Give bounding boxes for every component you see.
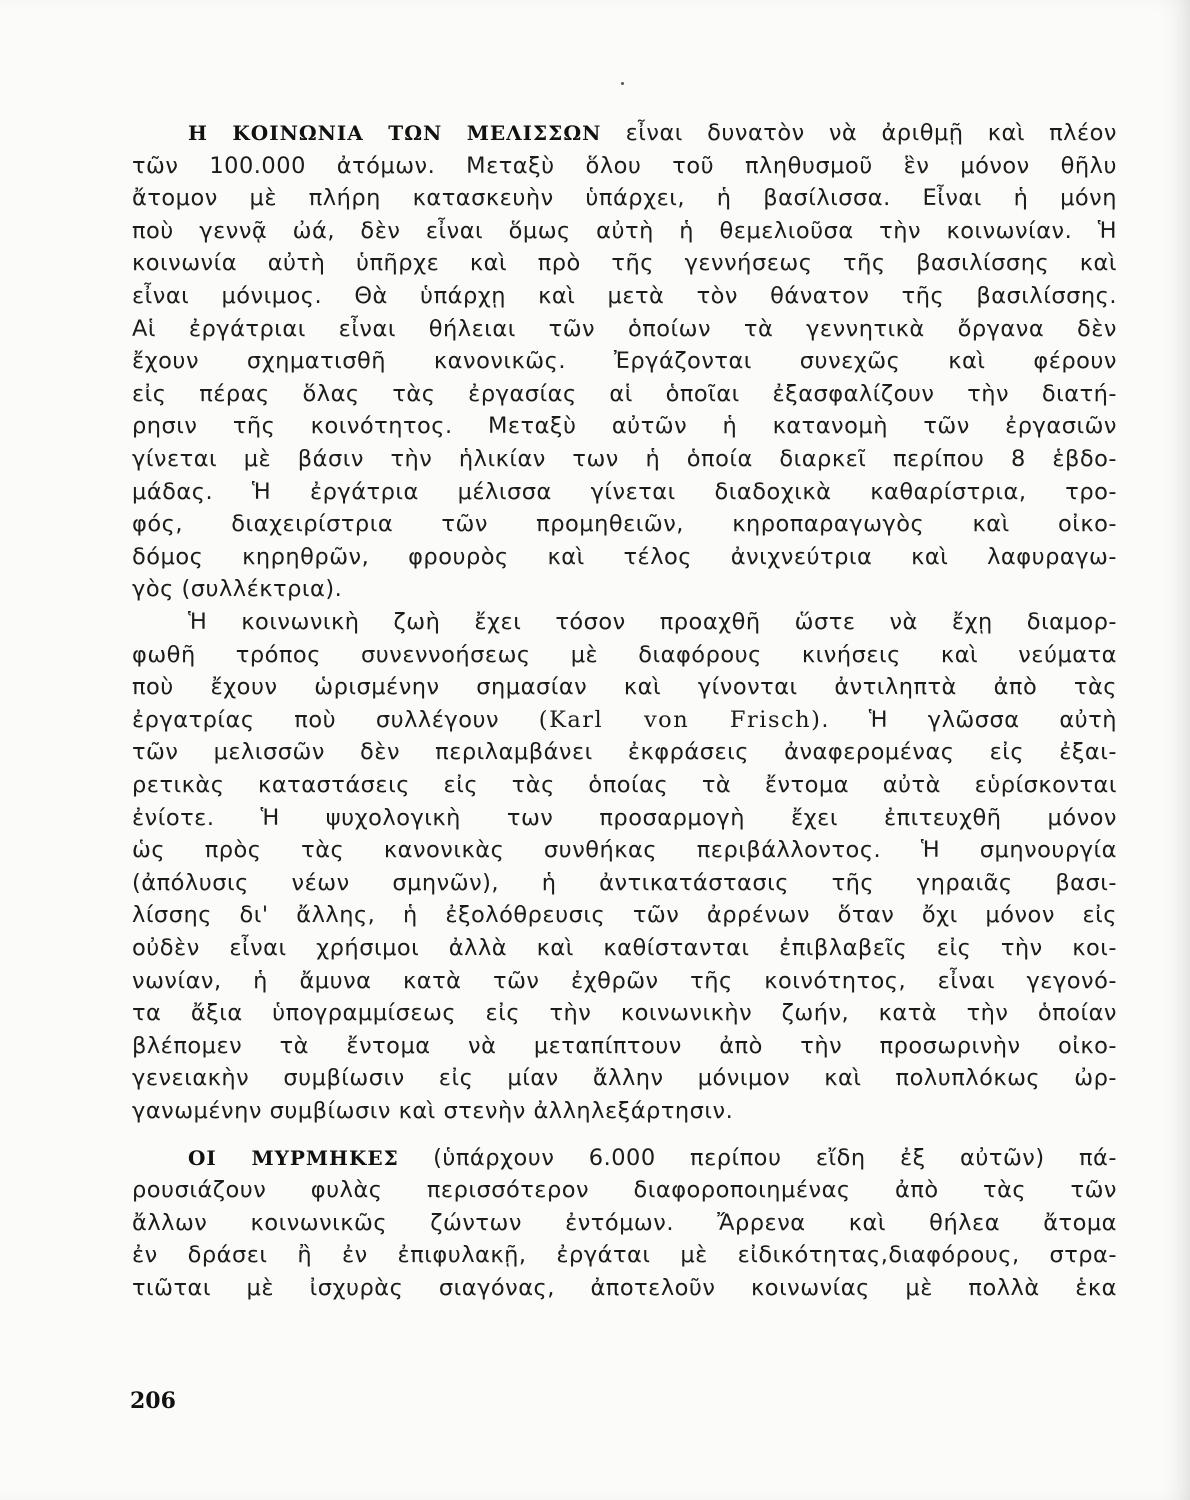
line-text: γανωμένην συμβίωσιν καὶ στενὴν ἀλληλεξάρτησιν.: [132, 1098, 734, 1124]
line-text: τιῶται μὲ ἰσχυρὰς σιαγόνας, ἀποτελοῦν κοινωνίας μὲ πολλὰ ἑκα: [132, 1275, 1117, 1301]
section-heading: Η ΚΟΙΝΩΝΙΑ ΤΩΝ ΜΕΛΙΣΣΩΝ: [188, 121, 602, 145]
text-line: [132, 183, 1117, 213]
line-text: ρετικὰς καταστάσεις εἰς τὰς ὁποίας τὰ ἔντομα αὐτὰ εὑρίσκονται: [132, 772, 1117, 798]
line-text: εἶναι μόνιμος. Θὰ ὑπάρχῃ καὶ μετὰ τὸν θάνατον τῆς βασιλίσσης.: [132, 283, 1117, 309]
line-text: φωθῆ τρόπος συνεννοήσεως μὲ διαφόρους κινήσεις καὶ νεύματα: [132, 641, 1117, 668]
text-line: [132, 933, 1117, 963]
line-text: οὐδὲν εἶναι χρήσιμοι ἀλλὰ καὶ καθίστανται ἐπιβλαβεῖς εἰς τὴν κοι-: [132, 935, 1117, 961]
text-line: [188, 607, 1117, 637]
line-text: δόμος κηρηθρῶν, φρουρὸς καὶ τέλος ἀνιχνεύτρια καὶ λαφυραγω-: [132, 543, 1117, 570]
line-text: τῶν 100.000 ἀτόμων. Μεταξὺ ὅλου τοῦ πληθυσμοῦ ἓν μόνον θῆλυ: [132, 152, 1117, 179]
line-text: φός, διαχειρίστρια τῶν προμηθειῶν, κηροπαραγωγὸς καὶ οἰκο-: [132, 511, 1117, 538]
text-line: [132, 411, 1117, 441]
text-line: [132, 900, 1117, 930]
text-line: [132, 574, 1117, 604]
line-text: μάδας. Ἡ ἐργάτρια μέλισσα γίνεται διαδοχικὰ καθαρίστρια, τρο-: [132, 478, 1117, 505]
text-line: [132, 314, 1117, 344]
line-text: ἔχουν σχηματισθῆ κανονικῶς. Ἐργάζονται συνεχῶς καὶ φέρουν: [132, 348, 1117, 375]
text-line: [132, 477, 1117, 507]
line-text: Ἡ κοινωνικὴ ζωὴ ἔχει τόσον προαχθῆ ὥστε νὰ ἔχῃ διαμορ-: [188, 609, 1117, 635]
text-line: [132, 1240, 1117, 1270]
text-line: [132, 803, 1117, 833]
text-line: [132, 1096, 1117, 1126]
text-line: [188, 1143, 1117, 1173]
line-text: Αἱ ἐργάτριαι εἶναι θήλειαι τῶν ὁποίων τὰ γεννητικὰ ὄργανα δὲν: [132, 315, 1117, 342]
text-line: [132, 346, 1117, 376]
line-text: εἶναι δυνατὸν νὰ ἀριθμῇ καὶ πλέον: [601, 120, 1117, 146]
text-line: [132, 1063, 1117, 1093]
line-text: νωνίαν, ἡ ἄμυνα κατὰ τῶν ἐχθρῶν τῆς κοινότητος, εἶναι γεγονό-: [132, 967, 1117, 994]
line-text: ἄτομον μὲ πλήρη κατασκευὴν ὑπάρχει, ἡ βασίλισσα. Εἶναι ἡ μόνη: [132, 185, 1117, 212]
line-text: ποὺ γεννᾷ ὠά, δὲν εἶναι ὅμως αὐτὴ ἡ θεμελιοῦσα τὴν κοινωνίαν. Ἡ: [132, 217, 1117, 244]
text-line: [132, 151, 1117, 181]
text-line: [132, 640, 1117, 670]
text-line: [132, 379, 1117, 409]
text-line: [132, 1175, 1117, 1205]
line-text: τα ἄξια ὑπογραμμίσεως εἰς τὴν κοινωνικὴν ζωήν, κατὰ τὴν ὁποίαν: [132, 1000, 1117, 1027]
line-text: (ὑπάρχουν 6.000 περίπου εἴδη ἐξ αὐτῶν) πά-: [398, 1144, 1118, 1171]
line-text: κοινωνία αὐτὴ ὑπῆρχε καὶ πρὸ τῆς γεννήσεως τῆς βασιλίσσης καὶ: [132, 250, 1117, 277]
text-line: [132, 705, 1117, 735]
line-text: ὡς πρὸς τὰς κανονικὰς συνθήκας περιβάλλοντος. Ἡ σμηνουργία: [132, 837, 1117, 864]
citation: (Karl von Frisch): [538, 706, 822, 733]
line-text: τῶν μελισσῶν δὲν περιλαμβάνει ἐκφράσεις ἀναφερομένας εἰς ἐξαι-: [132, 739, 1117, 766]
text-line: [132, 770, 1117, 800]
line-text: γενειακὴν συμβίωσιν εἰς μίαν ἄλλην μόνιμον καὶ πολυπλόκως ὠρ-: [132, 1065, 1117, 1092]
line-text: ἐν δράσει ἢ ἐν ἐπιφυλακῇ, ἐργάται μὲ εἰδικότητας,διαφόρους, στρα-: [132, 1242, 1117, 1269]
text-line: [132, 1031, 1117, 1061]
line-text: εἰς πέρας ὅλας τὰς ἐργασίας αἱ ὁποῖαι ἐξασφαλίζουν τὴν διατή-: [132, 380, 1117, 407]
text-line: [132, 868, 1117, 898]
page-number: 206: [130, 1388, 176, 1414]
line-text: γὸς (συλλέκτρια).: [132, 576, 343, 603]
line-text: ρουσιάζουν φυλὰς περισσότερον διαφοροποιημένας ἀπὸ τὰς τῶν: [132, 1177, 1117, 1204]
text-line: [132, 281, 1117, 311]
text-line: [132, 216, 1117, 246]
line-text: λίσσης δι' ἄλλης, ἡ ἐξολόθρευσις τῶν ἀρρένων ὅταν ὄχι μόνον εἰς: [132, 902, 1117, 929]
line-text: ἄλλων κοινωνικῶς ζώντων ἐντόμων. Ἄρρενα καὶ θήλεα ἄτομα: [132, 1209, 1117, 1236]
section-heading: ΟΙ ΜΥΡΜΗΚΕΣ: [188, 1145, 399, 1170]
line-text-continued: . Ἡ γλῶσσα αὐτὴ: [821, 706, 1117, 733]
line-text: βλέπομεν τὰ ἔντομα νὰ μεταπίπτουν ἀπὸ τὴν προσωρινὴν οἰκο-: [132, 1032, 1117, 1059]
text-line: [188, 118, 1117, 148]
text-line: [132, 542, 1117, 572]
line-text: γίνεται μὲ βάσιν τὴν ἡλικίαν των ἡ ὁποία διαρκεῖ περίπου 8 ἑβδο-: [132, 446, 1117, 472]
text-line: [132, 1273, 1117, 1303]
line-text: ἐργατρίας ποὺ συλλέγουν: [132, 706, 539, 733]
line-text: (ἀπόλυσις νέων σμηνῶν), ἡ ἀντικατάστασις τῆς γηραιᾶς βασι-: [132, 869, 1117, 896]
text-line: [132, 672, 1117, 702]
line-text: ἐνίοτε. Ἡ ψυχολογικὴ των προσαρμογὴ ἔχει ἐπιτευχθῆ μόνον: [132, 804, 1117, 831]
text-line: [132, 1208, 1117, 1238]
text-line: [132, 509, 1117, 539]
text-line: [132, 998, 1117, 1028]
text-line: [132, 444, 1117, 474]
line-text: ποὺ ἔχουν ὡρισμένην σημασίαν καὶ γίνονται ἀντιληπτὰ ἀπὸ τὰς: [132, 674, 1117, 701]
text-line: [132, 835, 1117, 865]
text-line: [132, 248, 1117, 278]
text-line: [132, 737, 1117, 767]
text-line: [132, 966, 1117, 996]
line-text: ρησιν τῆς κοινότητος. Μεταξὺ αὐτῶν ἡ κατανομὴ τῶν ἐργασιῶν: [132, 413, 1117, 440]
